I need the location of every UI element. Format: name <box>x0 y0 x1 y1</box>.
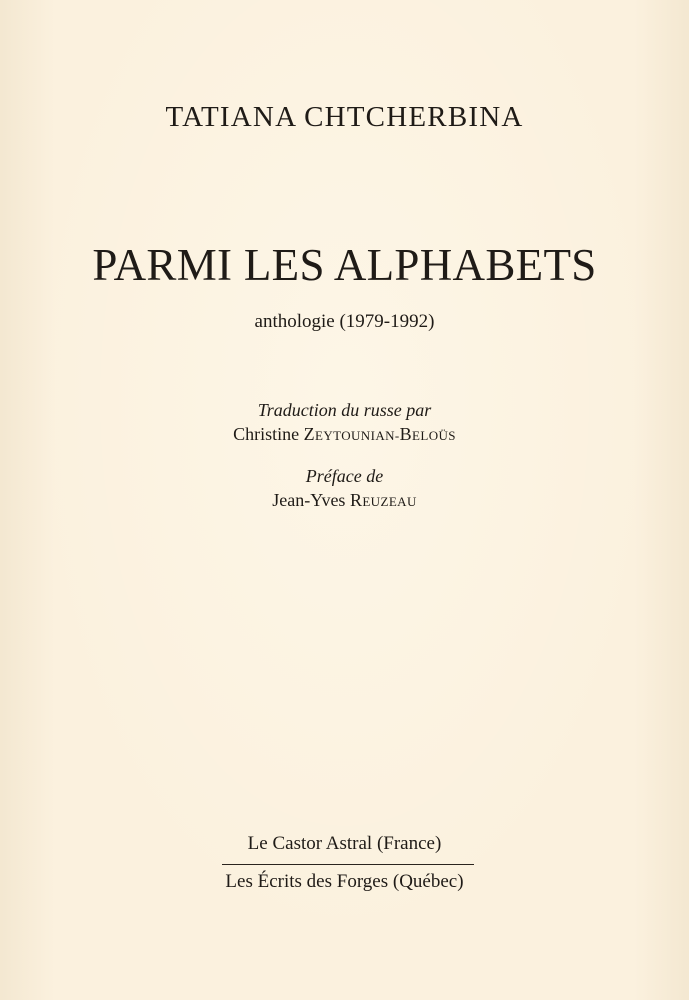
translation-label: Traduction du russe par <box>257 400 432 420</box>
publisher-quebec: Les Écrits des Forges (Québec) <box>225 871 464 892</box>
translator-last-initial: Z <box>303 424 315 444</box>
author-name: TATIANA CHTCHERBINA <box>165 101 524 133</box>
book-title: PARMI LES ALPHABETS <box>92 240 597 290</box>
preface-author-last-initial: R <box>349 490 363 510</box>
preface-author-name <box>0 490 689 511</box>
preface-author-last-rest: EUZEAU <box>362 494 417 509</box>
preface-author-last-name <box>349 490 417 510</box>
translator-last2-initial: B <box>399 424 413 444</box>
book-subtitle: anthologie (1979-1992) <box>254 311 435 332</box>
translator-last2-rest: ELOÜS <box>412 428 456 443</box>
publisher-france: Le Castor Astral (France) <box>247 833 442 854</box>
preface-label: Préface de <box>305 466 384 486</box>
translator-name <box>0 424 689 445</box>
preface-author-first-name: Jean-Yves <box>272 490 350 510</box>
translator-last-rest: EYTOUNIAN- <box>314 428 400 443</box>
translator-last-name <box>303 424 456 444</box>
publisher-divider <box>222 864 474 865</box>
translator-first-name: Christine <box>233 424 304 444</box>
